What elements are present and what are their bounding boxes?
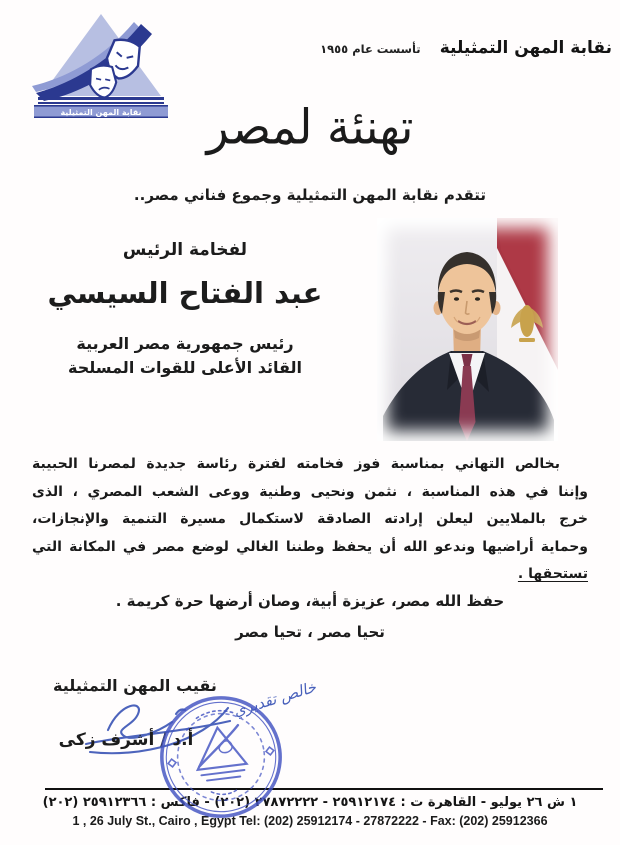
body-line-last [32, 561, 588, 589]
president-title-1: رئيس جمهورية مصر العربية [76, 334, 294, 353]
underlined-word: تستحقها . [517, 566, 588, 582]
body-line: وإننا في هذه المناسبة ، نثمن ونحيى وطنية ووعى الشعب المصري ، الذى [32, 483, 588, 500]
blessing-line: حفظ الله مصر، عزيزة أبية، وصان أرضها حرة كريمة . [115, 592, 505, 610]
body-line: بخالص التهاني بمناسبة فوز فخامته لفترة رئاسة جديدة لمصرنا الحبيبة [32, 456, 560, 472]
handwritten-note: خالص تقديري [231, 677, 319, 721]
official-stamp [152, 688, 290, 826]
signatory-name: أ.د / أشرف زكى [58, 730, 194, 750]
signatory-position: نقيب المهن التمثيلية [53, 676, 217, 695]
footer-address-english: 1 , 26 July St., Cairo , Egypt Tel: (202) 25912174 - 27872222 - Fax: (202) 25912366 [72, 814, 548, 828]
addressee-block [30, 240, 340, 377]
president-portrait-graphic [377, 218, 558, 441]
calligraphic-title: تهنئة لمصر [206, 98, 414, 156]
long-live-line: تحيا مصر ، تحيا مصر [235, 623, 385, 641]
org-name: نقابة المهن التمثيلية [439, 38, 612, 58]
president-title-2: القائد الأعلى للقوات المسلحة [68, 358, 302, 377]
letter-body [32, 451, 588, 589]
logo-banner-label: نقابة المهن التمثيلية [60, 108, 142, 117]
president-photo [377, 218, 558, 441]
president-name: عبد الفتاح السيسي [47, 276, 323, 310]
header-org-line [320, 38, 612, 58]
footer-divider [45, 788, 603, 790]
salutation: لفخامة الرئيس [122, 240, 248, 260]
body-line: وحماية أراضيها وندعو الله أن يحفظ وطننا الغالي لوضع مصر في المكانة التي [32, 538, 588, 555]
founded-year: تأسست عام ١٩٥٥ [320, 42, 421, 56]
body-line: خرج بالملايين ليعلن إرادته الصادقة لاستكمال مسيرة التنمية والإنجازات، [32, 511, 588, 527]
footer-address-arabic: ١ ش ٢٦ يوليو - القاهرة ت : ٢٥٩١٢١٧٤ - ٢٧٨٧٢٢٢٢ (٢٠٢) - فاكس : ٢٥٩١٢٣٦٦ (٢٠٢) [42, 795, 578, 810]
intro-line: تتقدم نقابة المهن التمثيلية وجموع فناني مصر.. [133, 186, 487, 204]
